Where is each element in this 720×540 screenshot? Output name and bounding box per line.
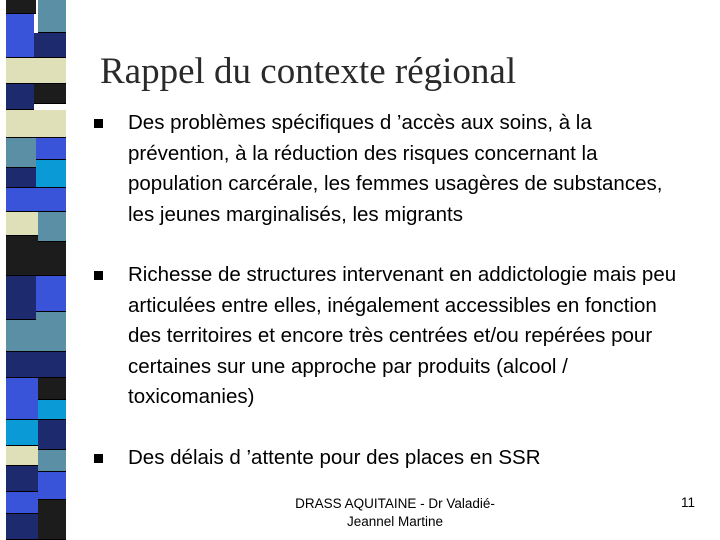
stripe-block bbox=[38, 500, 66, 540]
stripe-block bbox=[38, 242, 66, 276]
stripe-block bbox=[6, 352, 66, 378]
stripe-block bbox=[36, 276, 66, 312]
stripe-block bbox=[6, 276, 36, 320]
stripe-block bbox=[38, 450, 66, 472]
stripe-block bbox=[6, 492, 38, 514]
slide-footer bbox=[270, 495, 520, 531]
stripe-block bbox=[34, 33, 66, 58]
stripe-block bbox=[6, 378, 38, 420]
bullet-text: Des problèmes spécifiques d ’accès aux soins, à la prévention, à la réduction des risques concernant la population carcérale, les femmes usagères de substances, les jeunes marginalisés, les migrants bbox=[128, 111, 663, 226]
stripe-block bbox=[6, 420, 38, 446]
stripe-block bbox=[6, 58, 66, 84]
stripe-block bbox=[38, 420, 66, 450]
stripe-block bbox=[6, 446, 38, 466]
stripe-block bbox=[6, 110, 66, 138]
square-bullet-icon bbox=[94, 454, 103, 463]
stripe-block bbox=[38, 472, 66, 500]
stripe-block bbox=[36, 160, 66, 188]
stripe-block bbox=[36, 312, 66, 352]
stripe-block bbox=[38, 378, 66, 400]
bullet-text: Richesse de structures intervenant en addictologie mais peu articulées entre elles, inégalement accessibles en fonction des territoires et encore très centrées et/ou repérées pour certaines sur une approche par produits (alcool / toxicomanies) bbox=[128, 263, 677, 408]
stripe-block bbox=[6, 236, 38, 276]
stripe-block bbox=[6, 466, 38, 492]
decorative-stripe bbox=[0, 0, 68, 540]
stripe-block bbox=[6, 0, 36, 14]
stripe-block bbox=[38, 212, 66, 242]
stripe-block bbox=[36, 138, 66, 160]
stripe-block bbox=[34, 84, 66, 104]
square-bullet-icon bbox=[94, 271, 103, 280]
footer-line: Jeannel Martine bbox=[346, 514, 444, 529]
stripe-block bbox=[38, 400, 66, 420]
stripe-block bbox=[6, 212, 38, 236]
slide-title: Rappel du contexte régional bbox=[100, 51, 517, 92]
bullet-text: Des délais d ’attente pour des places en SSR bbox=[128, 446, 541, 469]
stripe-block bbox=[38, 0, 66, 33]
stripe-block bbox=[6, 320, 36, 352]
footer-line: DRASS AQUITAINE - Dr Valadié- bbox=[295, 496, 495, 511]
stripe-block bbox=[6, 168, 36, 188]
stripe-block bbox=[6, 14, 34, 58]
stripe-block bbox=[6, 188, 66, 212]
stripe-block bbox=[6, 84, 34, 110]
square-bullet-icon bbox=[94, 119, 103, 128]
page-number: 11 bbox=[680, 495, 695, 510]
stripe-block bbox=[6, 138, 36, 168]
stripe-block bbox=[6, 514, 38, 540]
